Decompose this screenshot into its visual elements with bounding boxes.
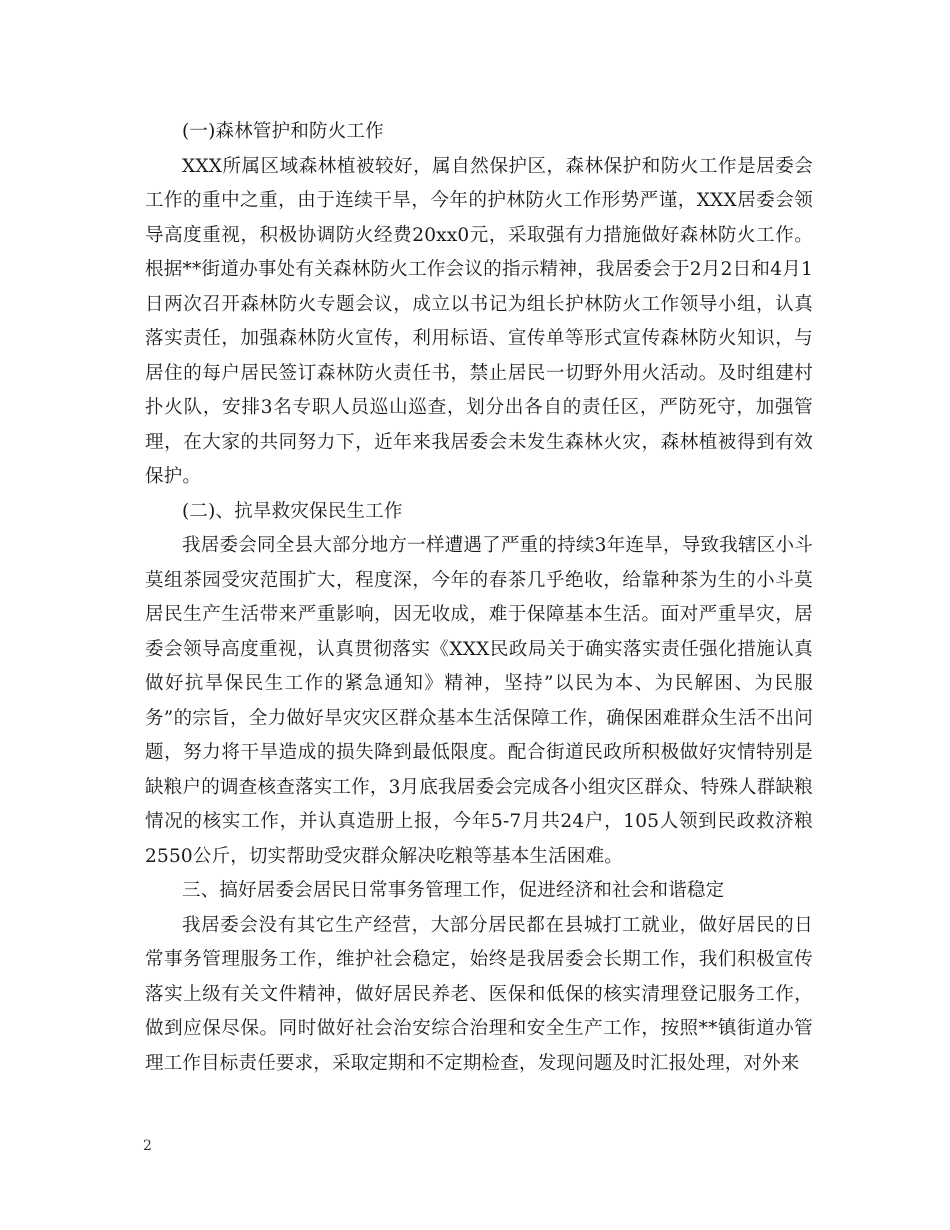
- paragraph-forest-fire: XXX所属区域森林植被较好，属自然保护区，森林保护和防火工作是居委会工作的重中之重，由于连续干旱，今年的护林防火工作形势严谨，XXX居委会领导高度重视，积极协调防火经费20xx0元，采取强有力措施做好森林防火工作。根据**街道办事处有关森林防火工作会议的指示精神，我居委会于2月2日和4月1日两次召开森林防火专题会议，成立以书记为组长护林防火工作领导小组，认真落实责任，加强森林防火宣传，利用标语、宣传单等形式宣传森林防火知识，与居住的每户居民签订森林防火责任书，禁止居民一切野外用火活动。及时组建村扑火队，安排3名专职人员巡山巡查，划分出各自的责任区，严防死守，加强管理，在大家的共同努力下，近年来我居委会未发生森林火灾，森林植被得到有效保护。: [145, 155, 813, 487]
- paragraph-resident-affairs: 我居委会没有其它生产经营，大部分居民都在县城打工就业，做好居民的日常事务管理服务工作，维护社会稳定，始终是我居委会长期工作，我们积极宣传落实上级有关文件精神，做好居民养老、医保和低保的核实清理登记服务工作，做到应保尽保。同时做好社会治安综合治理和安全生产工作，按照**镇街道办管理工作目标责任要求，采取定期和不定期检查，发现问题及时汇报处理，对外来: [145, 914, 813, 1074]
- section-heading-drought: (二)、抗旱救灾保民生工作: [182, 500, 403, 522]
- page-number: 2: [143, 1138, 152, 1154]
- section-heading-forest: (一)森林管护和防火工作: [182, 121, 384, 142]
- section-heading-resident-affairs: 三、搞好居委会居民日常事务管理工作，促进经济和社会和谐稳定: [182, 880, 725, 901]
- paragraph-drought-relief: 我居委会同全县大部分地方一样遭遇了严重的持续3年连旱，导致我辖区小斗莫组茶园受灾范围扩大，程度深，今年的春茶几乎绝收，给靠种茶为生的小斗莫居民生产生活带来严重影响，因无收成，难于保障基本生活。面对严重旱灾，居委会领导高度重视，认真贯彻落实《XXX民政局关于确实落实责任强化措施认真做好抗旱保民生工作的紧急通知》精神，坚持”以民为本、为民解困、为民服务”的宗旨，全力做好旱灾灾区群众基本生活保障工作，确保困难群众生活不出问题，努力将干旱造成的损失降到最低限度。配合街道民政所积极做好灾情特别是缺粮户的调查核查落实工作，3月底我居委会完成各小组灾区群众、特殊人群缺粮情况的核实工作，并认真造册上报，今年5-7月共24户，105人领到民政救济粮2550公斤，切实帮助受灾群众解决吃粮等基本生活困难。: [145, 535, 813, 867]
- document-body: [145, 115, 813, 1081]
